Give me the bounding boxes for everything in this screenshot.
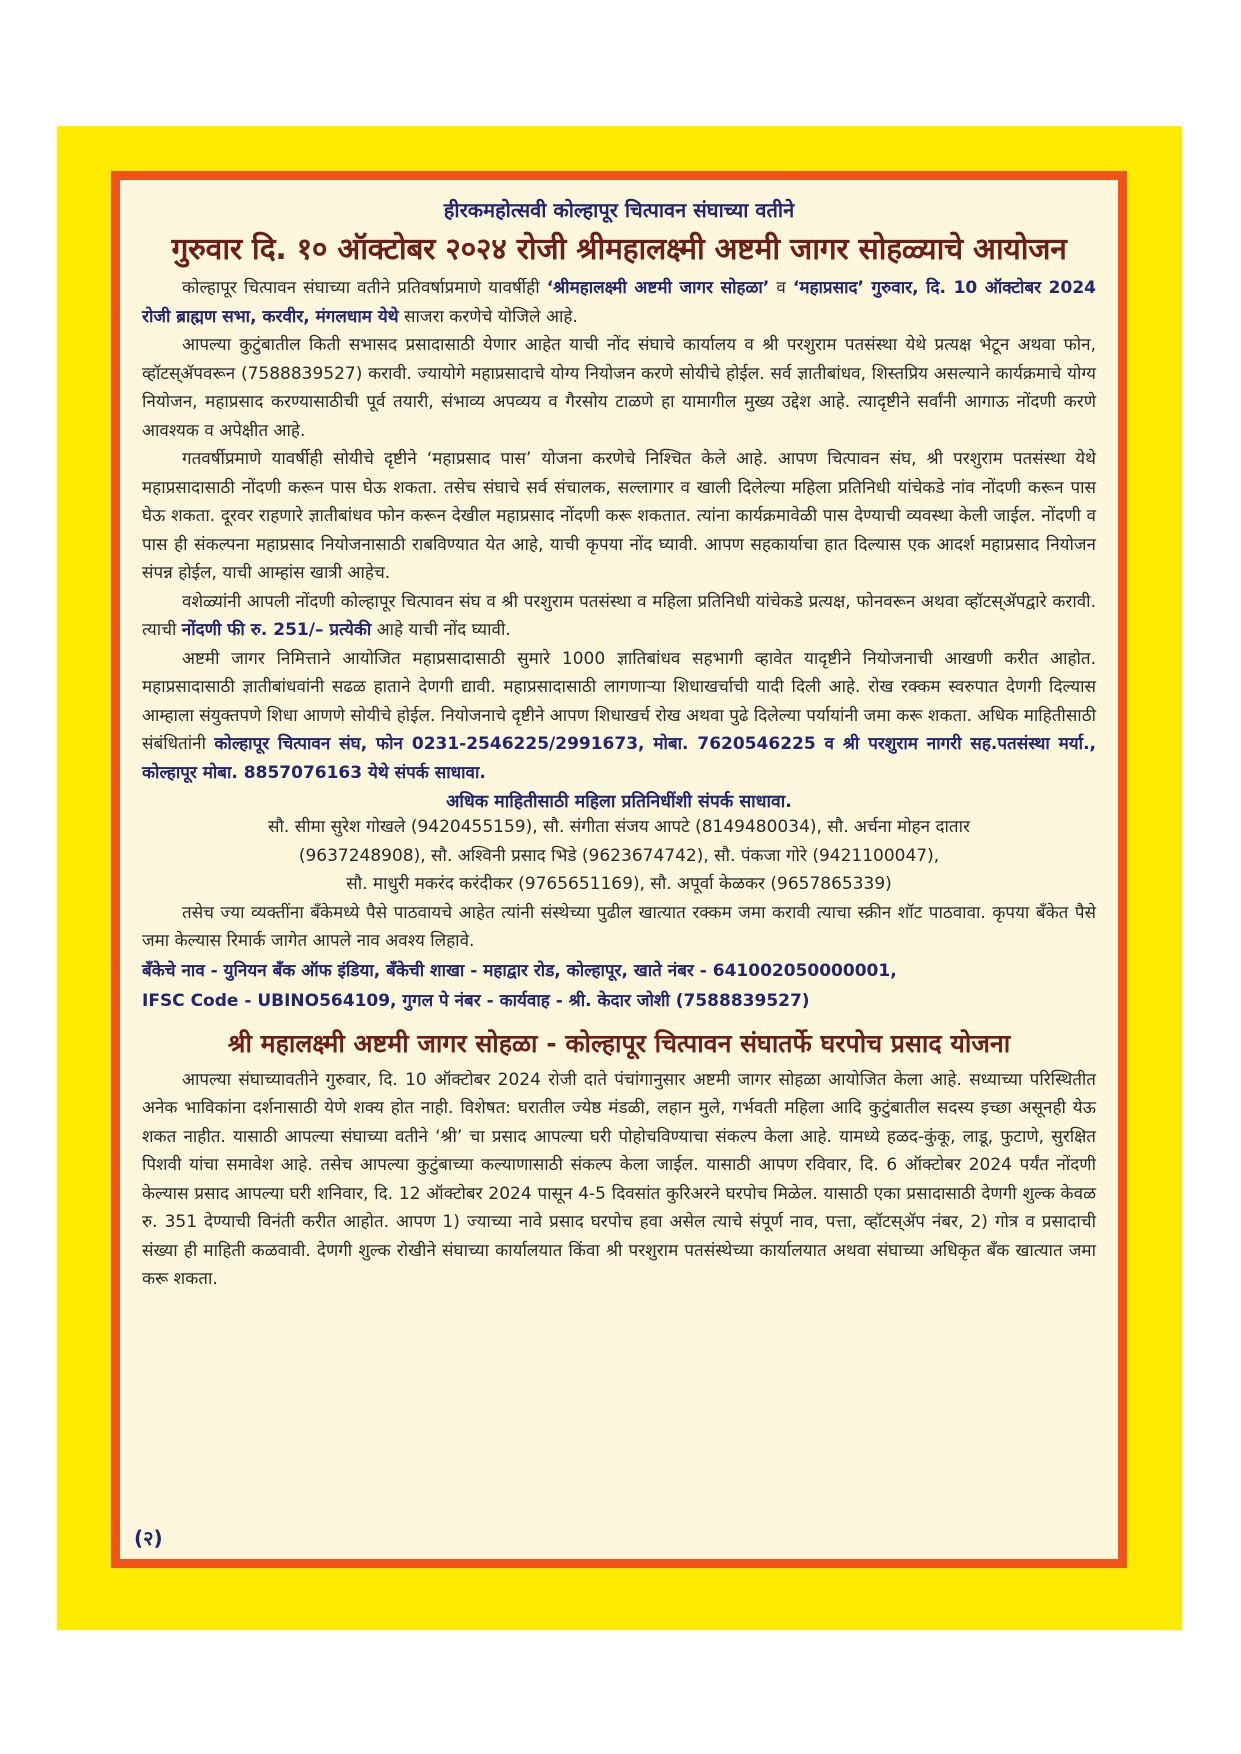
fee-bold: नोंदणी फी रु. 251/– प्रत्येकी xyxy=(181,620,372,640)
donation-text: अष्टमी जागर निमित्ताने आयोजित महाप्रसादासाठी सुमारे 1000 ज्ञातिबांधव सहभागी व्हावेत यादृष्टीने नियोजनाची आखणी करीत आहोत. महाप्रसादासाठी ज्ञातीबांधवांनी सढळ हाताने देणगी द्यावी. महाप्रसादासाठी लागणाऱ्या शिधाखर्चाची यादी दिली आहे. रोख रक्कम स्वरुपात देणगी दिल्यास आम्हाला संयुक्तपणे शिधा आणणे सोयीचे होईल. नियोजनाचे दृष्टीने आपण शिधाखर्च रोख अथवा पुढे दिलेल्या पर्यायांनी जमा करू शकता. अधिक माहितीसाठी संबंधितांनी xyxy=(142,648,1096,754)
fee-paragraph xyxy=(142,588,1096,645)
bank-details-line-2: IFSC Code - UBINO564109, गुगल पे नंबर - कार्यवाह - श्री. केदार जोशी (7588839527) xyxy=(142,990,810,1011)
representatives-line-2: (9637248908), सौ. अश्विनी प्रसाद भिडे (9623674742), सौ. पंकजा गोरे (9421100047), xyxy=(298,845,940,866)
page-number: (२) xyxy=(134,1526,163,1550)
bank-details-line-1: बँकेचे नाव - युनियन बँक ऑफ इंडिया, बँकेची शाखा - महाद्वार रोड, कोल्हापूर, खाते नंबर - 641002050000001, xyxy=(142,960,897,981)
representatives-line-3: सौ. माधुरी मकरंद करंदीकर (9765651169), सौ. अपूर्वा केळकर (9657865339) xyxy=(346,874,892,894)
home-delivery-title: श्री महालक्ष्मी अष्टमी जागर सोहळा - कोल्हापूर चित्पावन संघातर्फे घरपोच प्रसाद योजना xyxy=(227,1028,1011,1058)
registration-paragraph: आपल्या कुटुंबातील किती सभासद प्रसादासाठी येणार आहेत याची नोंद संघाचे कार्यालय व श्री परशुराम पतसंस्था येथे प्रत्यक्ष भेटून अथवा फोन, व्हॉटस्‌ॲपवरून (7588839527) करावी. ज्यायोगे महाप्रसादाचे योग्य नियोजन करणे सोयीचे होईल. सर्व ज्ञातीबांधव, शिस्तप्रिय असल्याने कार्यक्रमाचे योग्य नियोजन, महाप्रसाद करण्यासाठीची पूर्व तयारी, संभाव्य अपव्यय व गैरसोय टाळणे हा यामागील मुख्य उद्देश आहे. त्यादृष्टीने सर्वांनी आगाऊ नोंदणी करणे आवश्यक व अपेक्षीत आहे. xyxy=(142,335,1096,441)
main-title: गुरुवार दि. १० ऑक्टोबर २०२४ रोजी श्रीमहालक्ष्मी अष्टमी जागर सोहळ्याचे आयोजन xyxy=(171,232,1067,267)
bank-details xyxy=(142,956,1096,1016)
intro-text-3: साजरा करणेचे योजिले आहे. xyxy=(398,306,578,327)
donation-paragraph xyxy=(142,645,1096,788)
pass-paragraph: गतवर्षीप्रमाणे यावर्षीही सोयीचे दृष्टीने ‘महाप्रसाद पास’ योजना करणेचे निश्चित केले आहे. आपण चित्पावन संघ, श्री परशुराम पतसंस्था येथे महाप्रसादासाठी नोंदणी करून पास घेऊ शकता. तसेच संघाचे सर्व संचालक, सल्लागार व खाली दिलेल्या महिला प्रतिनिधी यांचेकडे नांव नोंदणी करून पास घेऊ शकता. दूरवर राहणारे ज्ञातीबांधव फोन करून देखील महाप्रसाद नोंदणी करू शकतात. त्यांना कार्यक्रमावेळी पास देण्याची व्यवस्था केली जाईल. नोंदणी व पास ही संकल्पना महाप्रसाद नियोजनासाठी राबविण्यात येत आहे, याची कृपया नोंद घ्यावी. आपण सहकार्याचा हात दिल्यास एक आदर्श महाप्रसाद नियोजन संपन्न होईल, याची आम्हांस खात्री आहेच. xyxy=(142,449,1096,583)
bank-note-paragraph: तसेच ज्या व्यक्तींना बँकेमध्ये पैसे पाठवायचे आहेत त्यांनी संस्थेच्या पुढील खात्यात रक्कम जमा करावी त्याचा स्क्रीन शॉट पाठवावा. कृपया बँकेत पैसे जमा केल्यास रिमार्क जागेत आपले नाव अवश्य लिहावे. xyxy=(142,902,1096,951)
top-heading: हीरकमहोत्सवी कोल्हापूर चित्पावन संघाच्या वतीने xyxy=(443,198,795,222)
intro-bold-date-venue: ‘महाप्रसाद’ गुरुवार, दि. 10 ऑक्टोबर 2024 रोजी ब्राह्मण सभा, करवीर, मंगलधाम येथे xyxy=(142,278,1096,327)
intro-text-2: व xyxy=(769,278,793,298)
representatives-line-1: सौ. सीमा सुरेश गोखले (9420455159), सौ. संगीता संजय आपटे (8149480034), सौ. अर्चना मोहन दातार xyxy=(268,817,970,837)
intro-paragraph xyxy=(142,274,1096,331)
fee-text-1: वशेळ्यांनी आपली नोंदणी कोल्हापूर चित्पावन संघ व श्री परशुराम पतसंस्था व महिला प्रतिनिधी यांचेकडे प्रत्यक्ष, फोनवरून अथवा व्हॉटस्‌ॲपद्वारे करावी. त्याची xyxy=(142,591,1096,640)
document-sheet xyxy=(120,180,1118,1559)
intro-bold-event: ‘श्रीमहालक्ष्मी अष्टमी जागर सोहळा’ xyxy=(546,278,770,298)
intro-text-1: कोल्हापूर चित्पावन संघाच्या वतीने प्रतिवर्षाप्रमाणे यावर्षीही xyxy=(182,278,547,298)
orange-border-frame xyxy=(111,171,1127,1568)
fee-text-2: आहे याची नोंद घ्यावी. xyxy=(371,620,511,640)
home-delivery-paragraph: आपल्या संघाच्यावतीने गुरुवार, दि. 10 ऑक्टोबर 2024 रोजी दाते पंचांगानुसार अष्टमी जागर सोहळा आयोजित केला आहे. सध्याच्या परिस्थितीत अनेक भाविकांना दर्शनासाठी येणे शक्य होत नाही. विशेषत: घरातील ज्येष्ठ मंडळी, लहान मुले, गर्भवती महिला आदि कुटुंबातील सदस्य इच्छा असूनही येऊ शकत नाहीत. यासाठी आपल्या संघाच्या वतीने ‘श्री’ चा प्रसाद आपल्या घरी पोहोचविण्याचा संकल्प केला आहे. यामध्ये हळद-कुंकू, लाडू, फुटाणे, सुरक्षित पिशवी यांचा समावेश आहे. तसेच आपल्या कुटुंबाच्या कल्याणासाठी संकल्प केला जाईल. यासाठी आपण रविवार, दि. 6 ऑक्टोबर 2024 पर्यंत नोंदणी केल्यास प्रसाद आपल्या घरी शनिवार, दि. 12 ऑक्टोबर 2024 पासून 4-5 दिवसांत कुरिअरने घरपोच मिळेल. यासाठी एका प्रसादासाठी देणगी शुल्क केवळ रु. 351 देण्याची विनंती करीत आहोत. आपण 1) ज्याच्या नावे प्रसाद घरपोच हवा असेल त्याचे संपूर्ण नाव, पत्ता, व्हॉटस्‌ॲप नंबर, 2) गोत्र व प्रसादाची संख्या ही माहिती कळवावी. देणगी शुल्क रोखीने संघाच्या कार्यालयात किंवा श्री परशुराम पतसंस्थेच्या कार्यालयात अथवा संघाच्या अधिकृत बँक खात्यात जमा करू शकता. xyxy=(142,1069,1096,1289)
donation-contact-bold: कोल्हापूर चित्पावन संघ, फोन 0231-2546225/2991673, मोबा. 7620546225 व श्री परशुराम नागरी सह.पतसंस्था मर्या., कोल्हापूर मोबा. 8857076163 येथे संपर्क साधावा. xyxy=(142,734,1096,783)
women-representatives-heading: अधिक माहितीसाठी महिला प्रतिनिधींशी संपर्क साधावा. xyxy=(446,792,792,812)
